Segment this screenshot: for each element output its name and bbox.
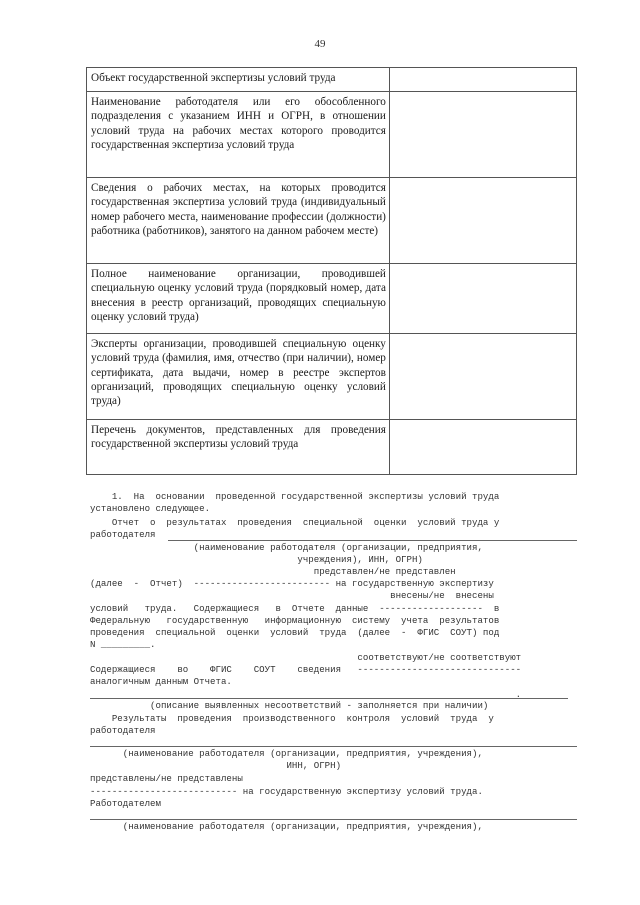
table-row [87,178,577,264]
text-line: проведения специальной оценки условий труда (далее - ФГИС СОУТ) под [90,627,500,638]
table-row [87,92,577,178]
text-line: --------------------------- на государственную экспертизу условий труда. [90,786,483,797]
text-line: . [90,689,522,700]
text-line: учреждения), ИНН, ОГРН) [90,554,423,565]
table-row-label: Полное наименование организации, проводившей специальную оценку условий труда (порядковый номер, дата внесения в реестр организаций, проводящих специальную оценку условий труда) [87,264,390,334]
fill-line [168,540,577,541]
text-line: представлены/не представлены [90,773,243,784]
text-line: Результаты проведения производственного контроля условий труда у [90,713,494,724]
table-row-label: Перечень документов, представленных для проведения государственной экспертизы условий труда [87,420,390,475]
text-line: (наименование работодателя (организации, предприятия, учреждения), [90,821,483,832]
text-line: (описание выявленных несоответствий - заполняется при наличии) [90,700,489,711]
text-line: внесены/не внесены [90,590,494,601]
text-line: установлено следующее. [90,503,211,514]
table-row-value [389,92,576,178]
fill-line [90,746,577,747]
table-row-label: Наименование работодателя или его обособленного подразделения с указанием ИНН и ОГРН, в отношении условий труда на рабочих местах которого проводится государственная экспертиза условий труда [87,92,390,178]
table-row-value [389,178,576,264]
fill-line [90,819,577,820]
expertise-form-table [86,67,577,475]
table-row [87,68,577,92]
page-number: 49 [314,38,326,50]
text-line: Отчет о результатах проведения специальной оценки условий труда у [90,517,500,528]
text-line: представлен/не представлен [90,566,456,577]
text-line: (наименование работодателя (организации, предприятия, [90,542,483,553]
table-row-value [389,68,576,92]
text-line: 1. На основании проведенной государственной экспертизы условий труда [90,491,500,502]
text-line: работодателя [90,725,156,736]
table-row [87,420,577,475]
table-row-value [389,420,576,475]
text-line: аналогичным данным Отчета. [90,676,232,687]
text-line: условий труда. Содержащиеся в Отчете данные ------------------- в [90,603,500,614]
text-line: (далее - Отчет) ------------------------- на государственную экспертизу [90,578,494,589]
text-line: работодателя [90,529,156,540]
text-line: ИНН, ОГРН) [90,760,342,771]
table-row-label: Сведения о рабочих местах, на которых проводится государственная экспертиза условий труда (индивидуальный номер рабочего места, наименование профессии (должности) работника (работников), занятого на данном рабочем месте) [87,178,390,264]
text-line: соответствуют/не соответствуют [90,652,522,663]
text-line: Работодателем [90,798,161,809]
text-line: (наименование работодателя (организации, предприятия, учреждения), [90,748,483,759]
table-row [87,264,577,334]
text-line: N _________. [90,639,156,650]
text-line: Содержащиеся во ФГИС СОУТ сведения ------------------------------ [90,664,522,675]
table-row [87,334,577,420]
table-row-label: Эксперты организации, проводившей специальную оценку условий труда (фамилия, имя, отчество (при наличии), номер сертификата, дата выдачи, номер в реестре экспертов организаций, проводящих специальную оценку условий труда) [87,334,390,420]
table-row-value [389,264,576,334]
table-row-label: Объект государственной экспертизы условий труда [87,68,390,92]
text-line: Федеральную государственную информационную систему учета результатов [90,615,500,626]
table-row-value [389,334,576,420]
